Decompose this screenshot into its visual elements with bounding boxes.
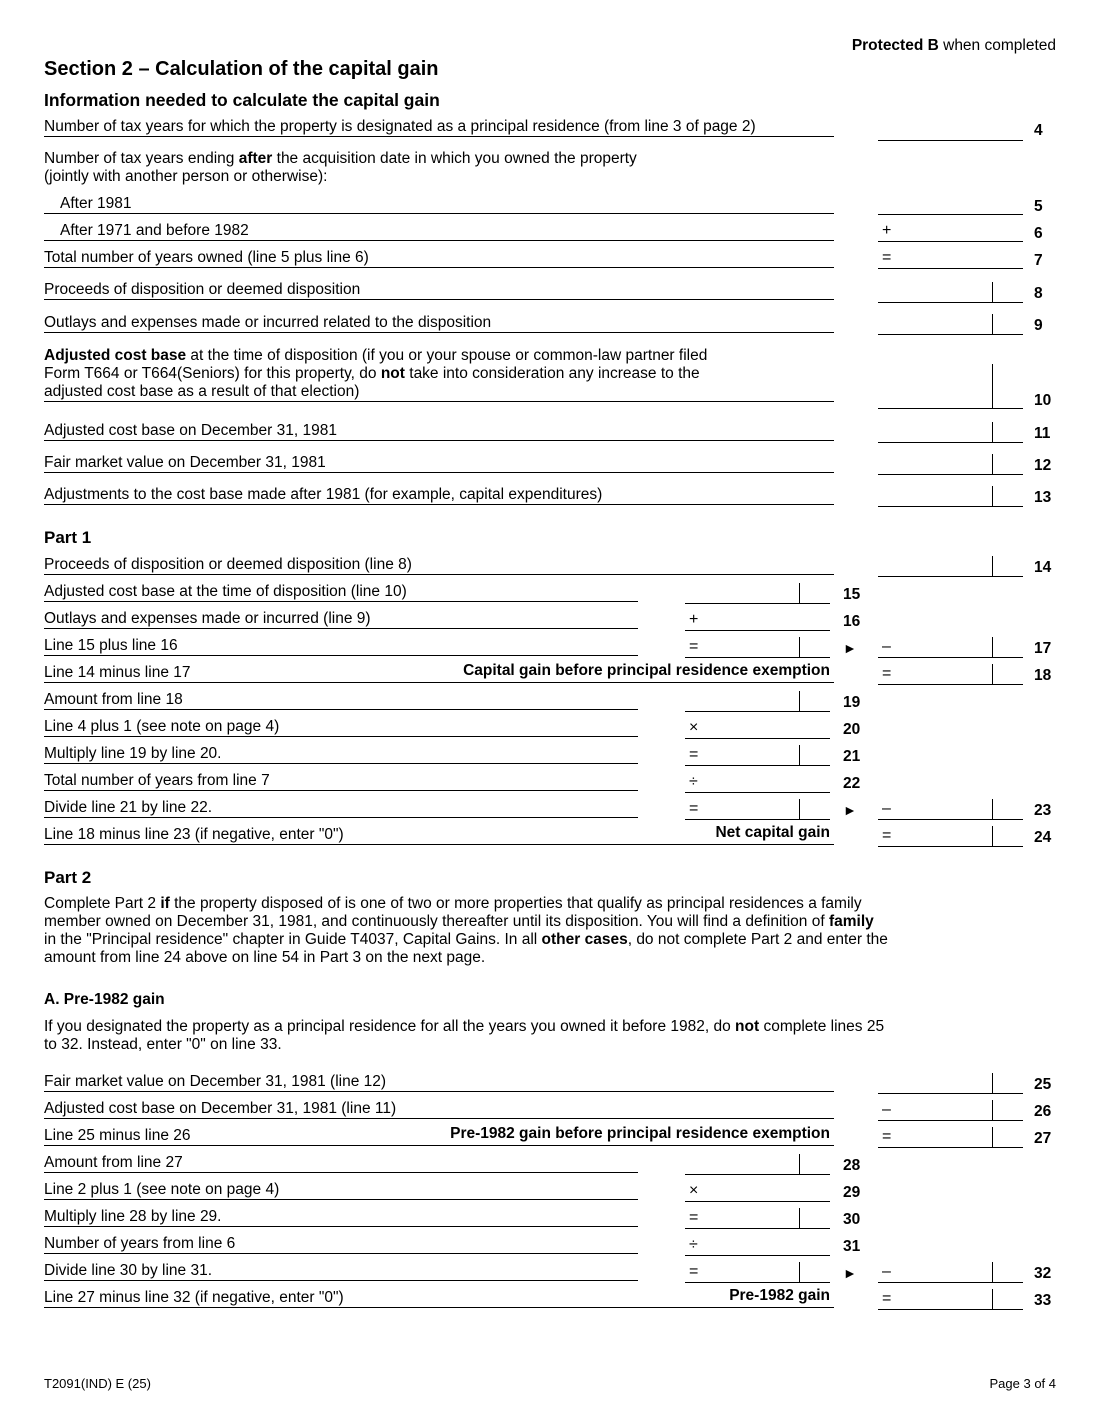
line-27-label: Line 25 minus line 26 Pre-1982 gain before principal residence exemption [44, 1127, 834, 1146]
line-number-13: 13 [1034, 489, 1052, 506]
line-16-label: Outlays and expenses made or incurred (line 9) [44, 610, 638, 629]
line-15-field[interactable] [685, 583, 830, 604]
pre-1982-gain-title: A. Pre-1982 gain [44, 991, 165, 1008]
line-18-label: Line 14 minus line 17 Capital gain before principal residence exemption [44, 664, 834, 683]
years-owned-intro: Number of tax years ending after the acquisition date in which you owned the property (jointly with another person or otherwise): [44, 150, 637, 185]
line-31-label: Number of years from line 6 [44, 1235, 638, 1254]
line-number-32: 32 [1034, 1265, 1052, 1282]
line-24-label: Line 18 minus line 23 (if negative, enter "0") Net capital gain [44, 826, 834, 845]
equals-sign: = [689, 638, 699, 655]
line-number-21: 21 [843, 748, 861, 765]
arrow-icon: ► [843, 1265, 857, 1281]
arrow-icon: ► [843, 640, 857, 656]
line-9-label: Outlays and expenses made or incurred related to the disposition [44, 314, 834, 333]
line-number-9: 9 [1034, 317, 1043, 334]
line-33-field[interactable] [878, 1289, 1023, 1310]
line-11-field[interactable] [878, 422, 1023, 443]
line-number-23: 23 [1034, 802, 1052, 819]
line-23-sub-field[interactable] [685, 799, 830, 820]
times-sign: × [689, 719, 699, 736]
line-number-29: 29 [843, 1184, 861, 1201]
line-10-label: Adjusted cost base at the time of disposition (if you or your spouse or common-law partner filed Form T664 or T664(Seniors) for this property, do not take into consideration any increase to the adjusted cost base as a result of that election) [44, 347, 834, 402]
line-20-field[interactable] [685, 718, 830, 739]
line-11-label: Adjusted cost base on December 31, 1981 [44, 422, 834, 441]
line-7-field[interactable] [878, 248, 1023, 269]
line-6-label: After 1971 and before 1982 [44, 222, 834, 241]
part-2-instructions: Complete Part 2 if the property disposed of is one of two or more properties that qualify as principal residences a family member owned on December 31, 1981, and continuously thereafter until its disposition. You will find a definition of family in the "Principal residence" chapter in Guide T4037, Capital Gains. In all other cases, do not complete Part 2 and enter the amount from line 24 above on line 54 in Part 3 on the next page. [44, 895, 888, 966]
part-2-title: Part 2 [44, 868, 92, 887]
plus-sign: + [689, 611, 699, 628]
section-title: Section 2 – Calculation of the capital gain [44, 58, 439, 80]
line-number-18: 18 [1034, 667, 1052, 684]
line-17-field[interactable] [878, 637, 1023, 658]
line-25-field[interactable] [878, 1073, 1023, 1094]
line-5-label: After 1981 [44, 195, 834, 214]
line-32-field[interactable] [878, 1262, 1023, 1283]
equals-sign: = [689, 746, 699, 763]
line-12-label: Fair market value on December 31, 1981 [44, 454, 834, 473]
line-32-label: Divide line 30 by line 31. [44, 1262, 638, 1281]
line-number-6: 6 [1034, 225, 1043, 242]
line-9-field[interactable] [878, 314, 1023, 335]
line-number-7: 7 [1034, 252, 1043, 269]
times-sign: × [689, 1182, 699, 1199]
line-22-field[interactable] [685, 772, 830, 793]
line-10-field[interactable] [878, 388, 1023, 409]
equals-sign: = [882, 827, 892, 844]
protected-b-notice: Protected B when completed [851, 37, 1056, 54]
line-30-field[interactable] [685, 1208, 830, 1229]
form-identifier: T2091(IND) E (25) [44, 1376, 151, 1391]
info-subtitle: Information needed to calculate the capital gain [44, 90, 440, 110]
equals-sign: = [882, 249, 892, 266]
line-number-20: 20 [843, 721, 861, 738]
line-number-12: 12 [1034, 457, 1052, 474]
line-number-16: 16 [843, 613, 861, 630]
line-21-field[interactable] [685, 745, 830, 766]
line-21-label: Multiply line 19 by line 20. [44, 745, 638, 764]
line-17-label: Line 15 plus line 16 [44, 637, 638, 656]
line-24-field[interactable] [878, 826, 1023, 847]
line-25-label: Fair market value on December 31, 1981 (line 12) [44, 1073, 834, 1092]
pre-1982-instructions: If you designated the property as a principal residence for all the years you owned it before 1982, do not complete lines 25 to 32. Instead, enter "0" on line 33. [44, 1018, 885, 1053]
line-23-field[interactable] [878, 799, 1023, 820]
line-12-field[interactable] [878, 454, 1023, 475]
line-23-label: Divide line 21 by line 22. [44, 799, 638, 818]
divide-sign: ÷ [689, 773, 698, 790]
part-1-title: Part 1 [44, 528, 92, 547]
line-number-27: 27 [1034, 1130, 1052, 1147]
line-16-field[interactable] [685, 610, 830, 631]
minus-sign: – [882, 800, 891, 817]
line-29-field[interactable] [685, 1181, 830, 1202]
line-33-label: Line 27 minus line 32 (if negative, enter "0") Pre-1982 gain [44, 1289, 834, 1308]
equals-sign: = [689, 800, 699, 817]
arrow-icon: ► [843, 802, 857, 818]
equals-sign: = [689, 1209, 699, 1226]
line-27-field[interactable] [878, 1127, 1023, 1148]
equals-sign: = [882, 1290, 892, 1307]
divide-sign: ÷ [689, 1236, 698, 1253]
line-20-label: Line 4 plus 1 (see note on page 4) [44, 718, 638, 737]
line-18-field[interactable] [878, 664, 1023, 685]
line-7-label: Total number of years owned (line 5 plus line 6) [44, 249, 834, 268]
line-32-sub-field[interactable] [685, 1262, 830, 1283]
line-number-33: 33 [1034, 1292, 1052, 1309]
line-8-label: Proceeds of disposition or deemed disposition [44, 281, 834, 300]
line-28-label: Amount from line 27 [44, 1154, 638, 1173]
line-28-field[interactable] [685, 1154, 830, 1175]
line-8-field[interactable] [878, 282, 1023, 303]
line-number-17: 17 [1034, 640, 1052, 657]
line-number-24: 24 [1034, 829, 1052, 846]
line-26-field[interactable] [878, 1100, 1023, 1121]
minus-sign: – [882, 1263, 891, 1280]
line-31-field[interactable] [685, 1235, 830, 1256]
line-number-26: 26 [1034, 1103, 1052, 1120]
line-14-label: Proceeds of disposition or deemed disposition (line 8) [44, 556, 834, 575]
line-number-4: 4 [1034, 122, 1043, 139]
line-29-label: Line 2 plus 1 (see note on page 4) [44, 1181, 638, 1200]
line-14-field[interactable] [878, 556, 1023, 577]
line-26-label: Adjusted cost base on December 31, 1981 (line 11) [44, 1100, 834, 1119]
line-4-field[interactable] [878, 120, 1023, 141]
line-19-field[interactable] [685, 691, 830, 712]
line-22-label: Total number of years from line 7 [44, 772, 638, 791]
line-number-10: 10 [1034, 392, 1052, 409]
line-number-19: 19 [843, 694, 861, 711]
equals-sign: = [882, 665, 892, 682]
line-4-label: Number of tax years for which the property is designated as a principal residence (from line 3 of page 2) [44, 118, 834, 137]
line-30-label: Multiply line 28 by line 29. [44, 1208, 638, 1227]
equals-sign: = [882, 1128, 892, 1145]
plus-sign: + [882, 222, 892, 239]
line-number-15: 15 [843, 586, 861, 603]
line-number-28: 28 [843, 1157, 861, 1174]
line-15-label: Adjusted cost base at the time of disposition (line 10) [44, 583, 638, 602]
line-number-14: 14 [1034, 559, 1052, 576]
line-number-5: 5 [1034, 198, 1043, 215]
line-number-25: 25 [1034, 1076, 1052, 1093]
line-13-label: Adjustments to the cost base made after 1981 (for example, capital expenditures) [44, 486, 834, 505]
page-number: Page 3 of 4 [989, 1376, 1056, 1391]
line-number-30: 30 [843, 1211, 861, 1228]
line-13-field[interactable] [878, 486, 1023, 507]
line-number-11: 11 [1034, 425, 1051, 442]
line-number-31: 31 [843, 1238, 861, 1255]
equals-sign: = [689, 1263, 699, 1280]
line-number-22: 22 [843, 775, 861, 792]
minus-sign: – [882, 638, 891, 655]
minus-sign: – [882, 1101, 891, 1118]
line-19-label: Amount from line 18 [44, 691, 638, 710]
line-6-field[interactable] [878, 221, 1023, 242]
line-5-field[interactable] [878, 194, 1023, 215]
line-number-8: 8 [1034, 285, 1043, 302]
line-17-sub-field[interactable] [685, 637, 830, 658]
